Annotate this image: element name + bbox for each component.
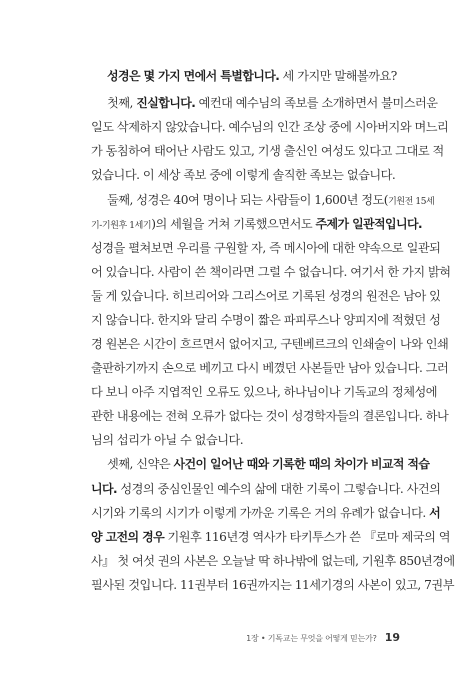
bold-text: 니다. [91, 482, 117, 496]
text-line [107, 67, 400, 85]
text-run: 관한 내용에는 전혀 오류가 없다는 것이 성경학자들의 결론입니다. 하나 [91, 409, 449, 423]
text-line [91, 383, 438, 401]
text-line [91, 166, 400, 184]
text-line [91, 287, 441, 305]
page-number: 19 [384, 631, 400, 644]
text-line [107, 94, 438, 112]
text-line [91, 311, 441, 329]
text-run: 필사된 것입니다. 11권부터 16권까지는 11세기경의 사본이 있고, 7권부 [91, 578, 454, 592]
text-run: 둘째, 성경은 40여 명이나 되는 사람들이 1,600년 정도( [107, 193, 389, 207]
bold-text: 성경은 몇 가지 면에서 특별합니다. [107, 69, 280, 83]
text-line [91, 576, 454, 594]
text-line [91, 215, 422, 233]
text-line [91, 504, 441, 522]
text-line [107, 191, 435, 209]
text-line [91, 552, 455, 570]
small-text: 기원전 15세 [388, 197, 435, 207]
running-footer [170, 626, 400, 645]
text-line [91, 239, 441, 257]
text-run: 셋째, 신약은 [107, 457, 174, 471]
text-run: 어 있습니다. 사람이 쓴 책이라면 그럴 수 없습니다. 여기서 한 가지 밝혀 [91, 265, 451, 279]
text-line [91, 359, 449, 377]
small-text: 기-기원후 1세기 [91, 221, 152, 231]
text-line [91, 263, 451, 281]
text-run: 기원후 116년경 역사가 타키투스가 쓴 『로마 제국의 역 [164, 530, 451, 544]
bold-text: 진실합니다. [136, 96, 196, 110]
text-run: 님의 섭리가 아닐 수 없습니다. [91, 433, 244, 447]
text-line [91, 118, 449, 136]
text-run: 성경의 중심인물인 예수의 삶에 대한 기록이 그렇습니다. 사건의 [116, 482, 441, 496]
text-run: 사』 첫 여섯 권의 사본은 오늘날 딱 하나밖에 없는데, 기원후 850년경에 [91, 554, 455, 568]
text-line [91, 528, 451, 546]
text-run: 예컨대 예수님의 족보를 소개하면서 불미스러운 [195, 96, 438, 110]
bold-text: 주제가 일관적입니다. [315, 217, 422, 231]
bold-text: 사건이 일어난 때와 기록한 때의 차이가 비교적 적습 [173, 457, 430, 471]
text-run: 성경을 펼쳐보면 우리를 구원할 자, 즉 메시아에 대한 약속으로 일관되 [91, 241, 441, 255]
text-run: 었습니다. 이 세상 족보 중에 이렇게 솔직한 족보는 없습니다. [91, 168, 396, 182]
text-line [91, 407, 449, 425]
text-line [91, 142, 444, 160]
text-run: 세 가지만 말해볼까요? [279, 69, 397, 83]
text-run: 일도 삭제하지 않았습니다. 예수님의 인간 조상 중에 시아버지와 며느리 [91, 120, 449, 134]
text-line [91, 431, 400, 449]
text-run: 시기와 기록의 시기가 이렇게 가까운 기록은 거의 유례가 없습니다. [91, 506, 430, 520]
text-run: 출판하기까지 손으로 베끼고 다시 베꼈던 사본들만 남아 있습니다. 그러 [91, 361, 449, 375]
text-run: 가 동침하여 태어난 사람도 있고, 기생 출신인 여성도 있다고 그대로 적 [91, 144, 444, 158]
chapter-title: 1장 • 기독교는 무엇을 어떻게 믿는가? [246, 634, 377, 643]
text-run: 경 원본은 시간이 흐르면서 없어지고, 구텐베르크의 인쇄술이 나와 인쇄 [91, 337, 449, 351]
bold-text: 양 고전의 경우 [91, 530, 165, 544]
text-run: 지 않습니다. 한지와 달리 수명이 짧은 파피루스나 양피지에 적혔던 성 [91, 313, 441, 327]
text-run: 첫째, [107, 96, 137, 110]
text-line [91, 335, 449, 353]
text-line [91, 480, 441, 498]
text-run: )의 세월을 거쳐 기록했으면서도 [151, 217, 316, 231]
text-run: 둘 게 있습니다. 히브리어와 그리스어로 기록된 성경의 원전은 남아 있 [91, 289, 441, 303]
text-line [107, 455, 430, 473]
bold-text: 서 [429, 506, 441, 520]
text-run: 다 보니 아주 지엽적인 오류도 있으나, 하나님이나 기독교의 정체성에 [91, 385, 438, 399]
